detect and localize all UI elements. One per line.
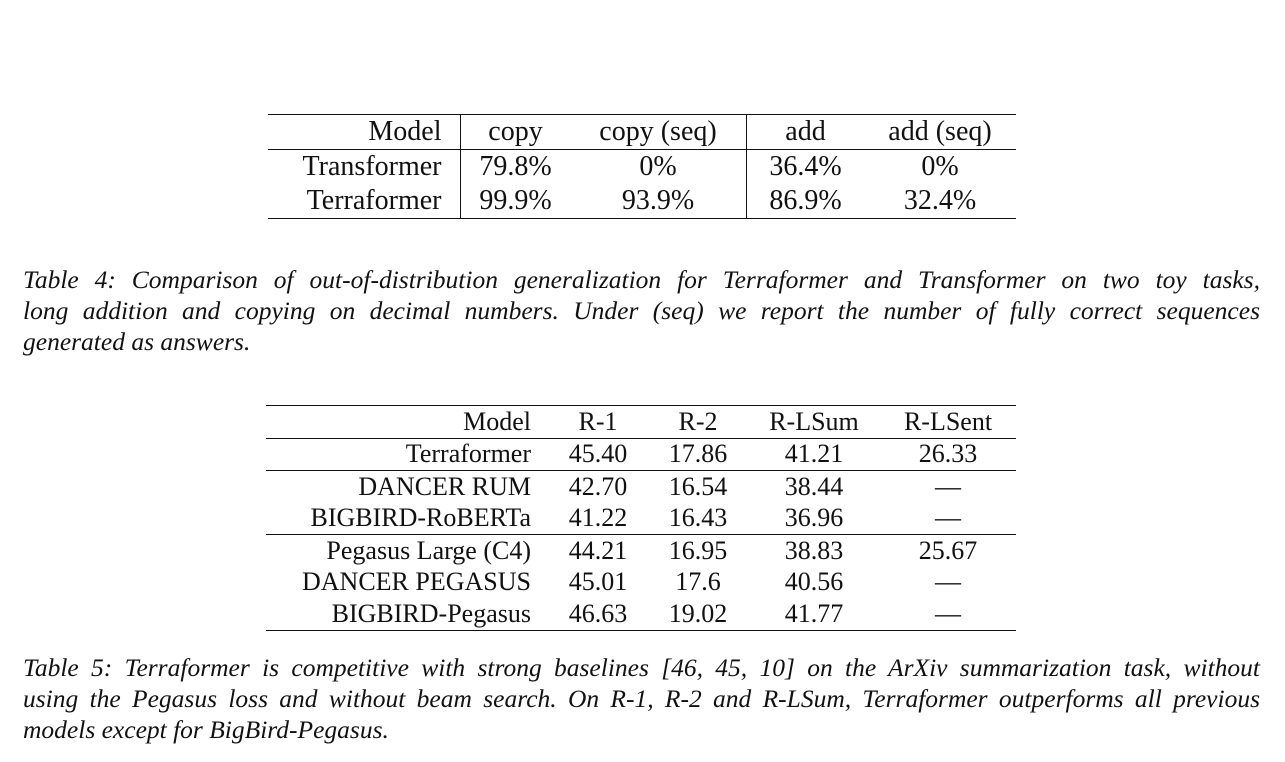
table-5-header-rlsum: R-LSum (748, 406, 880, 439)
table-cell: 42.70 (568, 471, 628, 501)
table-cell: 99.9% (460, 184, 571, 219)
table-cell: 41.22 (548, 503, 648, 535)
table-cell: — (880, 503, 1016, 535)
caption-line: long addition and copying on decimal numbers. Under (seq) we report the number of fully correct sequences (23, 296, 1260, 325)
table-cell: 19.02 (648, 598, 748, 630)
table-cell: 93.9% (571, 184, 747, 219)
table-4-header-row (268, 115, 1016, 150)
table-4-header-add: add (746, 115, 865, 150)
table-row (266, 598, 1016, 630)
table-5 (266, 405, 1016, 631)
table-cell-model: BIGBIRD-Pegasus (266, 598, 548, 630)
table-cell: 26.33 (880, 438, 1016, 471)
table-row (266, 471, 1016, 503)
table-row (268, 184, 1016, 219)
table-cell: 38.83 (784, 535, 844, 565)
caption-line: generated as answers. (23, 327, 251, 356)
table-5-header-model: Model (266, 406, 548, 439)
table-cell: 17.86 (648, 438, 748, 471)
table-cell: — (935, 567, 961, 597)
caption-line: using the Pegasus loss and without beam search. On R-1, R-2 and R-LSum, Terraformer outperforms all previous (23, 684, 1260, 713)
table-row (266, 567, 1016, 599)
table-cell-model: DANCER RUM (358, 471, 531, 501)
table-cell-model: Transformer (268, 150, 460, 185)
table-row (266, 535, 1016, 567)
table-cell: 17.6 (675, 567, 721, 597)
table-cell: — (935, 471, 961, 501)
table-cell: 79.8% (479, 151, 552, 182)
caption-line: models except for BigBird-Pegasus. (23, 715, 389, 744)
table-cell-model: Terraformer (268, 184, 460, 219)
table-cell: 32.4% (865, 184, 1016, 219)
table-cell: 0% (571, 150, 747, 185)
table-cell: 16.43 (648, 503, 748, 535)
table-cell: 38.44 (784, 471, 844, 501)
table-cell-model: Terraformer (266, 438, 548, 471)
table-cell: 46.63 (548, 598, 648, 630)
table-cell: 36.4% (769, 151, 842, 182)
table-cell: 40.56 (784, 567, 844, 597)
table-cell: 41.77 (748, 598, 880, 630)
table-cell-model: BIGBIRD-RoBERTa (266, 503, 548, 535)
table-cell: — (880, 598, 1016, 630)
table-row (266, 503, 1016, 535)
table-cell: 45.01 (568, 567, 628, 597)
table-cell: 0% (921, 151, 959, 182)
table-cell-model: Pegasus Large (C4) (326, 535, 531, 565)
table-cell: 41.21 (748, 438, 880, 471)
table-cell: 45.40 (548, 438, 648, 471)
table-5-caption (23, 652, 1260, 745)
table-cell: 44.21 (568, 535, 628, 565)
table-5-header-r2: R-2 (648, 406, 748, 439)
table-4-header-copy: copy (460, 115, 571, 150)
table-cell: 16.95 (668, 535, 728, 565)
table-5-header-r1: R-1 (548, 406, 648, 439)
table-cell: 16.54 (668, 471, 728, 501)
table-4-header-add-seq: add (seq) (865, 115, 1016, 150)
table-4-header-model: Model (268, 115, 460, 150)
table-cell: 25.67 (918, 535, 978, 565)
caption-line: Table 5: Terraformer is competitive with strong baselines [46, 45, 10] on the ArXiv summarization task, without (23, 653, 1260, 682)
table-cell-model: DANCER PEGASUS (302, 567, 531, 597)
table-cell: 36.96 (748, 503, 880, 535)
table-5-header-rlsent: R-LSent (880, 406, 1016, 439)
caption-line: Table 4: Comparison of out-of-distribution generalization for Terraformer and Transformer on two toy tasks, (23, 265, 1260, 294)
table-5-header-row (266, 406, 1016, 439)
table-4-header-copy-seq: copy (seq) (571, 115, 747, 150)
table-row (266, 438, 1016, 471)
table-4 (268, 114, 1016, 219)
table-row (268, 150, 1016, 185)
table-cell: 86.9% (746, 184, 865, 219)
table-4-caption (23, 264, 1260, 357)
